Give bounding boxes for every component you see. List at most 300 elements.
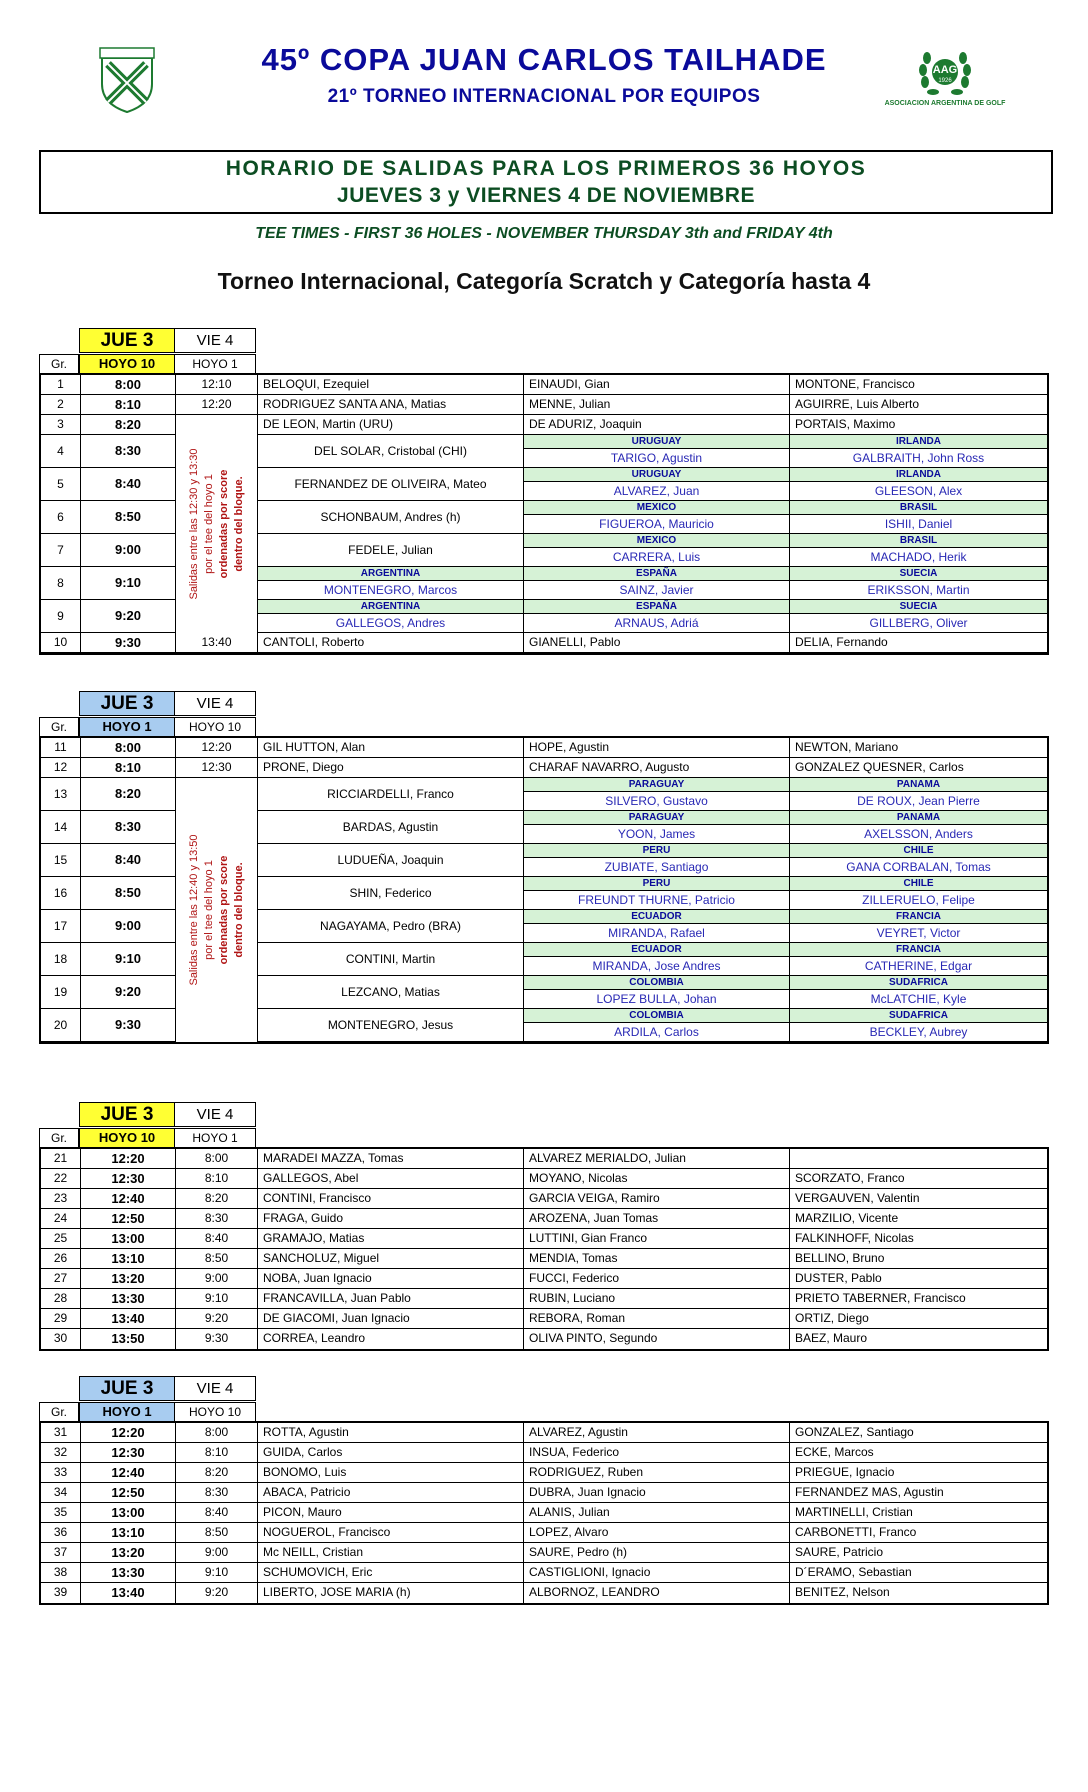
player-1-cell <box>258 395 524 414</box>
player-name: SAURE, Pedro (h) <box>529 1545 628 1559</box>
player-name: SCORZATO, Franco <box>795 1171 905 1185</box>
player-name: GALLEGOS, Abel <box>263 1171 359 1185</box>
subheader-row <box>39 354 256 374</box>
player-name: MONTENEGRO, Jesus <box>327 1018 454 1032</box>
country-label: SUECIA <box>790 600 1047 614</box>
player-2-cell <box>524 1169 790 1188</box>
player-name: GALLEGOS, Andres <box>335 616 446 630</box>
player-name: CARRERA, Luis <box>612 550 701 564</box>
group-number: 1 <box>41 375 81 394</box>
group-number: 24 <box>41 1209 81 1228</box>
player-name: GARCIA VEIGA, Ramiro <box>529 1191 660 1205</box>
player-name: MIRANDA, Rafael <box>608 926 705 940</box>
player-name: ERIKSSON, Martin <box>867 583 970 597</box>
player-1-cell <box>258 1169 524 1188</box>
player-name: GONZALEZ, Santiago <box>795 1425 914 1439</box>
table-row <box>41 375 1047 395</box>
group-number: 6 <box>41 501 81 533</box>
player-3-cell <box>790 1009 1047 1041</box>
player-2-cell <box>524 395 790 414</box>
player-name: DE ADURIZ, Joaquin <box>529 417 642 431</box>
thursday-time: 13:20 <box>81 1269 176 1288</box>
group-number: 4 <box>41 435 81 467</box>
player-name: SCHUMOVICH, Eric <box>263 1565 373 1579</box>
player-name: GRAMAJO, Matias <box>263 1231 365 1245</box>
player-name: FEDELE, Julian <box>348 543 433 557</box>
player-1-cell <box>258 567 524 599</box>
friday-time: 9:20 <box>176 1583 258 1603</box>
country-label: IRLANDA <box>790 468 1047 482</box>
country-label: CHILE <box>790 844 1047 858</box>
note-line: por el tee del hoyo 1 <box>202 860 215 960</box>
player-2-cell <box>524 633 790 652</box>
thursday-time: 13:10 <box>81 1249 176 1268</box>
block-note-text <box>187 834 247 985</box>
friday-time: 12:20 <box>176 395 258 414</box>
player-name: REBORA, Roman <box>529 1311 626 1325</box>
table-row <box>41 1563 1047 1583</box>
player-name: ORTIZ, Diego <box>795 1311 869 1325</box>
player-name: VEYRET, Victor <box>876 926 961 940</box>
player-name: ISHII, Daniel <box>884 517 953 531</box>
player-2-cell <box>524 1269 790 1288</box>
thursday-time: 9:10 <box>81 567 176 599</box>
player-name: ALBORNOZ, LEANDRO <box>529 1585 660 1599</box>
player-name: ZILLERUELO, Felipe <box>862 893 975 907</box>
country-label: MEXICO <box>524 534 789 548</box>
thursday-time: 8:40 <box>81 468 176 500</box>
player-2-cell <box>524 910 790 942</box>
player-name: D´ERAMO, Sebastian <box>795 1565 912 1579</box>
player-1-cell <box>258 534 524 566</box>
group-number: 21 <box>41 1149 81 1168</box>
thursday-time: 8:30 <box>81 811 176 843</box>
friday-time: 12:10 <box>176 375 258 394</box>
thursday-time: 9:20 <box>81 600 176 632</box>
player-name: FERNANDEZ DE OLIVEIRA, Mateo <box>294 477 487 491</box>
player-name: FUCCI, Federico <box>529 1271 620 1285</box>
player-3-cell <box>790 1423 1047 1442</box>
group-number: 38 <box>41 1563 81 1582</box>
schedule-title: HORARIO DE SALIDAS PARA LOS PRIMEROS 36 HOYOS <box>225 157 867 180</box>
group-number: 11 <box>41 738 81 757</box>
thursday-time: 9:00 <box>81 910 176 942</box>
friday-time: 8:00 <box>176 1423 258 1442</box>
player-name: MENNE, Julian <box>529 397 611 411</box>
group-number: 7 <box>41 534 81 566</box>
group-number: 13 <box>41 778 81 810</box>
hole-thursday-header: HOYO 1 <box>79 1402 175 1422</box>
player-1-cell <box>258 1229 524 1248</box>
player-2-cell <box>524 1189 790 1208</box>
group-number: 33 <box>41 1463 81 1482</box>
player-name: SAINZ, Javier <box>619 583 694 597</box>
thursday-time: 8:10 <box>81 758 176 777</box>
player-name: GIL HUTTON, Alan <box>263 740 366 754</box>
thursday-time: 8:20 <box>81 778 176 810</box>
thursday-time: 13:00 <box>81 1229 176 1248</box>
group-column-header: Gr. <box>39 717 79 737</box>
player-3-cell <box>790 1269 1047 1288</box>
player-2-cell <box>524 375 790 394</box>
country-label: COLOMBIA <box>524 976 789 990</box>
player-name: NEWTON, Mariano <box>795 740 899 754</box>
player-name: GALBRAITH, John Ross <box>852 451 985 465</box>
player-1-cell <box>258 1443 524 1462</box>
thursday-time: 9:00 <box>81 534 176 566</box>
country-label: PANAMA <box>790 778 1047 792</box>
friday-time: 9:00 <box>176 1269 258 1288</box>
friday-time: 8:40 <box>176 1503 258 1522</box>
player-1-cell <box>258 943 524 975</box>
player-name: LUDUEÑA, Joaquin <box>337 853 444 867</box>
player-1-cell <box>258 600 524 632</box>
player-3-cell <box>790 1443 1047 1462</box>
player-1-cell <box>258 1583 524 1603</box>
table-row <box>41 1583 1047 1603</box>
player-2-cell <box>524 811 790 843</box>
player-1-cell <box>258 1249 524 1268</box>
player-name: RODRIGUEZ SANTA ANA, Matias <box>263 397 447 411</box>
player-1-cell <box>258 1269 524 1288</box>
tee-table <box>39 736 1049 1044</box>
group-number: 28 <box>41 1289 81 1308</box>
player-2-cell <box>524 1543 790 1562</box>
player-name: ROTTA, Agustin <box>263 1425 349 1439</box>
friday-time: 8:00 <box>176 1149 258 1168</box>
player-name: SILVERO, Gustavo <box>605 794 708 808</box>
player-name: AXELSSON, Anders <box>864 827 973 841</box>
friday-time: 8:10 <box>176 1443 258 1462</box>
player-3-cell <box>790 1463 1047 1482</box>
friday-time: 9:10 <box>176 1289 258 1308</box>
player-3-cell <box>790 1523 1047 1542</box>
table-row <box>41 1209 1047 1229</box>
player-2-cell <box>524 1009 790 1041</box>
group-number: 27 <box>41 1269 81 1288</box>
player-name: FIGUEROA, Mauricio <box>599 517 714 531</box>
player-name: NOGUEROL, Francisco <box>263 1525 391 1539</box>
aag-logo-year: 1926 <box>938 78 952 84</box>
player-name: SCHONBAUM, Andres (h) <box>320 510 461 524</box>
note-line: dentro del bloque. <box>232 476 245 572</box>
player-name: GLEESON, Alex <box>874 484 963 498</box>
country-label: CHILE <box>790 877 1047 891</box>
table-row <box>41 1289 1047 1309</box>
friday-time: 12:20 <box>176 738 258 757</box>
subheader-row <box>39 1402 256 1422</box>
table-row <box>41 1543 1047 1563</box>
player-name: BARDAS, Agustin <box>342 820 439 834</box>
friday-time: 13:40 <box>176 633 258 652</box>
player-3-cell <box>790 844 1047 876</box>
player-name: CARBONETTI, Franco <box>795 1525 917 1539</box>
group-number: 36 <box>41 1523 81 1542</box>
player-name: INSUA, Federico <box>529 1445 620 1459</box>
player-name: MIRANDA, Jose Andres <box>592 959 721 973</box>
player-name: TARIGO, Agustin <box>610 451 703 465</box>
country-label: FRANCIA <box>790 943 1047 957</box>
day-thursday-label: JUE 3 <box>79 328 175 353</box>
player-2-cell <box>524 758 790 777</box>
player-1-cell <box>258 1483 524 1502</box>
player-name: DE LEON, Martin (URU) <box>263 417 394 431</box>
player-name: MONTONE, Francisco <box>795 377 915 391</box>
player-2-cell <box>524 1443 790 1462</box>
country-label: PERU <box>524 844 789 858</box>
player-1-cell <box>258 1309 524 1328</box>
player-2-cell <box>524 600 790 632</box>
thursday-time: 8:00 <box>81 738 176 757</box>
group-number: 37 <box>41 1543 81 1562</box>
player-name: DE GIACOMI, Juan Ignacio <box>263 1311 410 1325</box>
player-name: ALVAREZ MERIALDO, Julian <box>529 1151 686 1165</box>
day-thursday-label: JUE 3 <box>79 1376 175 1401</box>
day-friday-label: VIE 4 <box>174 1102 256 1127</box>
group-number: 17 <box>41 910 81 942</box>
group-number: 10 <box>41 633 81 652</box>
player-name: EINAUDI, Gian <box>529 377 610 391</box>
player-name: Mc NEILL, Cristian <box>263 1545 364 1559</box>
player-1-cell <box>258 1289 524 1308</box>
country-label: PARAGUAY <box>524 778 789 792</box>
table-row <box>41 738 1047 758</box>
group-number: 39 <box>41 1583 81 1603</box>
player-name: McLATCHIE, Kyle <box>870 992 967 1006</box>
player-1-cell <box>258 501 524 533</box>
player-name: ALANIS, Julian <box>529 1505 610 1519</box>
subheader-row <box>39 717 256 737</box>
table-row <box>41 1309 1047 1329</box>
day-friday-label: VIE 4 <box>174 328 256 353</box>
country-label: URUGUAY <box>524 468 789 482</box>
player-3-cell <box>790 1229 1047 1248</box>
player-name: BECKLEY, Aubrey <box>869 1025 968 1039</box>
section-title: Torneo Internacional, Categoría Scratch y Categoría hasta 4 <box>217 268 871 294</box>
player-3-cell <box>790 1189 1047 1208</box>
page-subtitle: 21º TORNEO INTERNACIONAL POR EQUIPOS <box>327 86 761 107</box>
group-number: 31 <box>41 1423 81 1442</box>
player-name: LEZCANO, Matias <box>341 985 440 999</box>
player-name: GUIDA, Carlos <box>263 1445 343 1459</box>
friday-time: 8:40 <box>176 1229 258 1248</box>
player-3-cell <box>790 600 1047 632</box>
player-name: DEL SOLAR, Cristobal (CHI) <box>314 444 467 458</box>
player-name: ARDILA, Carlos <box>614 1025 699 1039</box>
player-2-cell <box>524 1463 790 1482</box>
player-name: SANCHOLUZ, Miguel <box>263 1251 380 1265</box>
country-label: ARGENTINA <box>258 567 523 581</box>
player-name: FRANCAVILLA, Juan Pablo <box>263 1291 411 1305</box>
player-2-cell <box>524 943 790 975</box>
player-name: SHIN, Federico <box>349 886 432 900</box>
aag-logo-text: AAG <box>932 64 958 76</box>
table-row <box>41 1483 1047 1503</box>
tee-block-1 <box>39 328 1049 655</box>
player-name: YOON, James <box>617 827 696 841</box>
thursday-time: 12:40 <box>81 1189 176 1208</box>
group-number: 30 <box>41 1329 81 1349</box>
group-number: 22 <box>41 1169 81 1188</box>
player-1-cell <box>258 1463 524 1482</box>
player-1-cell <box>258 633 524 652</box>
day-friday-label: VIE 4 <box>174 1376 256 1401</box>
friday-time: 8:30 <box>176 1483 258 1502</box>
friday-time: 9:20 <box>176 1309 258 1328</box>
player-name: CASTIGLIONI, Ignacio <box>529 1565 651 1579</box>
group-number: 14 <box>41 811 81 843</box>
player-name: MARTINELLI, Cristian <box>795 1505 913 1519</box>
player-1-cell <box>258 1563 524 1582</box>
player-2-cell <box>524 415 790 434</box>
thursday-time: 12:20 <box>81 1423 176 1442</box>
player-3-cell <box>790 1563 1047 1582</box>
player-name: ECKE, Marcos <box>795 1445 874 1459</box>
note-line: dentro del bloque. <box>232 862 245 958</box>
block-note <box>176 415 258 633</box>
thursday-time: 9:30 <box>81 1009 176 1041</box>
friday-time: 8:10 <box>176 1169 258 1188</box>
player-2-cell <box>524 1309 790 1328</box>
thursday-time: 9:10 <box>81 943 176 975</box>
player-2-cell <box>524 877 790 909</box>
country-label: BRASIL <box>790 534 1047 548</box>
player-3-cell <box>790 1309 1047 1328</box>
group-number: 26 <box>41 1249 81 1268</box>
player-name: BENITEZ, Nelson <box>795 1585 890 1599</box>
thursday-time: 8:10 <box>81 395 176 414</box>
table-row <box>41 1169 1047 1189</box>
table-row <box>41 1269 1047 1289</box>
table-row <box>41 758 1047 778</box>
thursday-time: 8:40 <box>81 844 176 876</box>
player-3-cell <box>790 501 1047 533</box>
player-name: FREUNDT THURNE, Patricio <box>578 893 735 907</box>
tee-times-english: TEE TIMES - FIRST 36 HOLES - NOVEMBER THURSDAY 3th and FRIDAY 4th <box>255 225 833 242</box>
thursday-time: 12:30 <box>81 1443 176 1462</box>
player-2-cell <box>524 1503 790 1522</box>
thursday-time: 8:30 <box>81 435 176 467</box>
hole-friday-header: HOYO 10 <box>174 717 256 737</box>
table-row <box>41 1503 1047 1523</box>
table-row <box>41 395 1047 415</box>
hole-friday-header: HOYO 1 <box>174 354 256 374</box>
group-number: 5 <box>41 468 81 500</box>
player-name: ALVAREZ, Juan <box>613 484 700 498</box>
player-name: MENDIA, Tomas <box>529 1251 618 1265</box>
player-1-cell <box>258 738 524 757</box>
country-label: FRANCIA <box>790 910 1047 924</box>
player-1-cell <box>258 1543 524 1562</box>
group-column-header: Gr. <box>39 1128 79 1148</box>
thursday-time: 12:50 <box>81 1209 176 1228</box>
player-3-cell <box>790 375 1047 394</box>
friday-time: 8:20 <box>176 1463 258 1482</box>
player-name: ZUBIATE, Santiago <box>604 860 709 874</box>
player-2-cell <box>524 1149 790 1168</box>
player-2-cell <box>524 534 790 566</box>
tee-table <box>39 1421 1049 1605</box>
player-1-cell <box>258 811 524 843</box>
country-label: BRASIL <box>790 501 1047 515</box>
group-number: 34 <box>41 1483 81 1502</box>
day-friday-label: VIE 4 <box>174 691 256 716</box>
country-label: ESPAÑA <box>524 567 789 581</box>
page-title: 45º COPA JUAN CARLOS TAILHADE <box>261 42 827 77</box>
table-row <box>41 1249 1047 1269</box>
player-name: PORTAIS, Maximo <box>795 417 896 431</box>
friday-time: 8:50 <box>176 1523 258 1542</box>
player-2-cell <box>524 567 790 599</box>
note-line: por el tee del hoyo 1 <box>202 474 215 574</box>
player-1-cell <box>258 976 524 1008</box>
player-name: CORREA, Leandro <box>263 1331 366 1345</box>
note-line: Salidas entre las 12:30 y 13:30 <box>187 448 200 600</box>
player-3-cell <box>790 976 1047 1008</box>
player-name: GILLBERG, Oliver <box>869 616 968 630</box>
group-number: 19 <box>41 976 81 1008</box>
player-name: GIANELLI, Pablo <box>529 635 621 649</box>
friday-time: 9:30 <box>176 1329 258 1349</box>
thursday-time: 13:10 <box>81 1523 176 1542</box>
country-label: ARGENTINA <box>258 600 523 614</box>
day-thursday-label: JUE 3 <box>79 1102 175 1127</box>
player-name: MONTENEGRO, Marcos <box>323 583 458 597</box>
player-name: OLIVA PINTO, Segundo <box>529 1331 658 1345</box>
player-3-cell <box>790 1249 1047 1268</box>
player-name: SAURE, Patricio <box>795 1545 884 1559</box>
player-name: NAGAYAMA, Pedro (BRA) <box>320 919 461 933</box>
player-3-cell <box>790 435 1047 467</box>
player-name: ARNAUS, Adriá <box>614 616 699 630</box>
friday-time: 9:00 <box>176 1543 258 1562</box>
country-label: PARAGUAY <box>524 811 789 825</box>
table-row <box>41 1443 1047 1463</box>
player-name: CONTINI, Francisco <box>263 1191 372 1205</box>
table-row <box>41 1463 1047 1483</box>
player-3-cell <box>790 633 1047 652</box>
country-label: SUDAFRICA <box>790 1009 1047 1023</box>
tee-table <box>39 373 1049 655</box>
thursday-time: 8:20 <box>81 415 176 434</box>
player-1-cell <box>258 877 524 909</box>
schedule-title-box <box>39 150 1053 214</box>
hole-thursday-header: HOYO 10 <box>79 354 175 374</box>
thursday-time: 9:30 <box>81 633 176 652</box>
player-2-cell <box>524 1423 790 1442</box>
thursday-time: 13:20 <box>81 1543 176 1562</box>
group-column-header: Gr. <box>39 1402 79 1422</box>
thursday-time: 8:50 <box>81 877 176 909</box>
player-3-cell <box>790 1169 1047 1188</box>
player-1-cell <box>258 435 524 467</box>
hole-thursday-header: HOYO 10 <box>79 1128 175 1148</box>
player-3-cell <box>790 738 1047 757</box>
player-2-cell <box>524 1329 790 1349</box>
country-label: IRLANDA <box>790 435 1047 449</box>
country-label: ESPAÑA <box>524 600 789 614</box>
group-number: 12 <box>41 758 81 777</box>
player-2-cell <box>524 738 790 757</box>
group-number: 23 <box>41 1189 81 1208</box>
player-1-cell <box>258 1009 524 1041</box>
player-2-cell <box>524 501 790 533</box>
player-name: HOPE, Agustin <box>529 740 610 754</box>
note-line: ordenadas por score <box>217 855 230 965</box>
player-1-cell <box>258 910 524 942</box>
thursday-time: 13:50 <box>81 1329 176 1349</box>
friday-time: 8:30 <box>176 1209 258 1228</box>
